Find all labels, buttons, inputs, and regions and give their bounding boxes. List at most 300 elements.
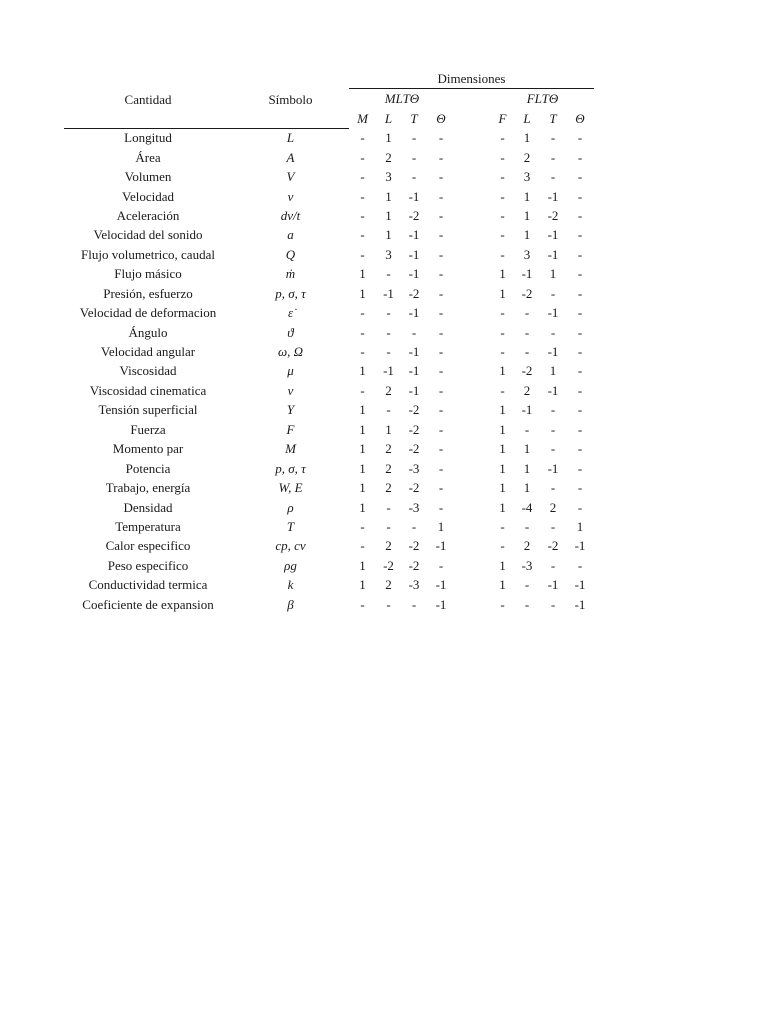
mlt-exponent-cell: - bbox=[386, 266, 391, 282]
mlt-exponent-cell: - bbox=[360, 596, 365, 612]
flt-exponent-cell: - bbox=[500, 130, 505, 146]
mlt-exponent-cell: -1 bbox=[408, 266, 420, 282]
flt-exponent-cell: - bbox=[500, 305, 505, 321]
quantity-cell: Momento par bbox=[112, 441, 184, 457]
symbol-cell: T bbox=[286, 518, 295, 534]
mlt-exponent-cell: - bbox=[438, 421, 444, 437]
mlt-exponent-cell: - bbox=[360, 382, 365, 398]
column-gap bbox=[455, 245, 491, 264]
flt-exponent-cell: - bbox=[550, 557, 556, 573]
flt-exponent-cell: - bbox=[577, 169, 583, 185]
quantity-cell: Fuerza bbox=[130, 421, 166, 437]
quantity-cell: Volumen bbox=[124, 169, 172, 185]
symbol-cell: ρg bbox=[284, 557, 297, 573]
mlt-exponent-cell: - bbox=[360, 324, 365, 340]
flt-exponent-cell: - bbox=[577, 421, 583, 437]
col-header-flt-t: T bbox=[549, 110, 557, 126]
flt-exponent-cell: 1 bbox=[499, 421, 506, 437]
table-row bbox=[64, 245, 594, 264]
mlt-exponent-cell: -2 bbox=[408, 538, 420, 554]
flt-exponent-cell: - bbox=[577, 441, 583, 457]
flt-exponent-cell: - bbox=[500, 207, 505, 223]
flt-exponent-cell: -1 bbox=[547, 344, 559, 360]
flt-exponent-cell: -1 bbox=[547, 246, 559, 262]
column-gap bbox=[455, 420, 491, 439]
table-row bbox=[64, 362, 594, 381]
flt-exponent-cell: 1 bbox=[523, 480, 531, 496]
mlt-exponent-cell: 2 bbox=[385, 577, 392, 593]
quantity-cell: Velocidad bbox=[122, 188, 174, 204]
flt-exponent-cell: - bbox=[550, 402, 556, 418]
mlt-exponent-cell: 1 bbox=[359, 421, 366, 437]
flt-exponent-cell: - bbox=[577, 363, 583, 379]
quantity-cell: Calor especifico bbox=[105, 538, 191, 554]
mlt-exponent-cell: 3 bbox=[385, 246, 392, 262]
mlt-exponent-cell: - bbox=[411, 518, 417, 534]
flt-exponent-cell: 1 bbox=[549, 363, 557, 379]
symbol-cell: A bbox=[286, 149, 295, 165]
column-gap bbox=[455, 556, 491, 575]
mlt-exponent-cell: 2 bbox=[385, 441, 392, 457]
mlt-exponent-cell: 1 bbox=[359, 285, 366, 301]
flt-exponent-cell: 2 bbox=[523, 382, 531, 398]
mlt-exponent-cell: 1 bbox=[385, 130, 392, 146]
col-header-mlt-l: L bbox=[384, 110, 393, 126]
flt-exponent-cell: - bbox=[550, 596, 556, 612]
flt-exponent-cell: - bbox=[550, 324, 556, 340]
flt-exponent-cell: - bbox=[577, 480, 583, 496]
flt-exponent-cell: - bbox=[577, 344, 583, 360]
flt-exponent-cell: 1 bbox=[499, 460, 506, 476]
header-system-mlt: MLTΘ bbox=[384, 91, 420, 106]
mlt-exponent-cell: -1 bbox=[383, 285, 394, 301]
mlt-exponent-cell: 1 bbox=[359, 441, 366, 457]
mlt-exponent-cell: -2 bbox=[408, 421, 420, 437]
flt-exponent-cell: - bbox=[577, 382, 583, 398]
table-row bbox=[64, 265, 594, 284]
symbol-cell: Q bbox=[285, 246, 296, 262]
table-row bbox=[64, 556, 594, 575]
mlt-exponent-cell: -1 bbox=[383, 363, 394, 379]
flt-exponent-cell: -1 bbox=[547, 577, 559, 593]
flt-exponent-cell: - bbox=[550, 285, 556, 301]
flt-exponent-cell: - bbox=[500, 344, 505, 360]
flt-exponent-cell: 1 bbox=[549, 266, 557, 282]
mlt-exponent-cell: -1 bbox=[408, 305, 420, 321]
symbol-cell: M bbox=[285, 441, 296, 457]
mlt-exponent-cell: 1 bbox=[359, 557, 366, 573]
table-row bbox=[64, 323, 594, 342]
mlt-exponent-cell: 1 bbox=[385, 188, 392, 204]
flt-exponent-cell: -2 bbox=[521, 363, 533, 379]
mlt-exponent-cell: 1 bbox=[385, 227, 392, 243]
mlt-exponent-cell: 2 bbox=[385, 382, 392, 398]
symbol-cell: a bbox=[287, 227, 294, 243]
table-row bbox=[64, 440, 594, 459]
dimensions-table bbox=[64, 68, 594, 614]
flt-exponent-cell: - bbox=[550, 130, 556, 146]
flt-exponent-cell: 2 bbox=[523, 538, 531, 554]
flt-exponent-cell: - bbox=[500, 227, 505, 243]
mlt-exponent-cell: 1 bbox=[385, 421, 392, 437]
mlt-exponent-cell: -1 bbox=[408, 246, 420, 262]
flt-exponent-cell: - bbox=[577, 149, 583, 165]
column-gap bbox=[455, 401, 491, 420]
table-row bbox=[64, 478, 594, 497]
mlt-exponent-cell: -1 bbox=[435, 596, 447, 612]
flt-exponent-cell: - bbox=[550, 421, 556, 437]
symbol-cell: p, σ, τ bbox=[275, 460, 306, 476]
flt-exponent-cell: -1 bbox=[547, 305, 559, 321]
mlt-exponent-cell: - bbox=[386, 402, 391, 418]
mlt-exponent-cell: 2 bbox=[385, 460, 392, 476]
flt-exponent-cell: 1 bbox=[499, 402, 506, 418]
mlt-exponent-cell: 2 bbox=[385, 538, 392, 554]
flt-exponent-cell: - bbox=[500, 149, 505, 165]
flt-exponent-cell: - bbox=[577, 130, 583, 146]
flt-exponent-cell: - bbox=[550, 169, 556, 185]
mlt-exponent-cell: - bbox=[386, 305, 391, 321]
symbol-cell: W, E bbox=[278, 480, 303, 496]
mlt-exponent-cell: -2 bbox=[408, 207, 420, 223]
flt-exponent-cell: - bbox=[524, 421, 530, 437]
mlt-exponent-cell: - bbox=[360, 169, 365, 185]
column-gap bbox=[455, 498, 491, 517]
mlt-exponent-cell: - bbox=[411, 596, 417, 612]
mlt-exponent-cell: -1 bbox=[408, 227, 420, 243]
header-system-flt: FLTΘ bbox=[526, 91, 559, 106]
symbol-cell: ϑ bbox=[287, 324, 294, 340]
table-row bbox=[64, 303, 594, 322]
column-gap bbox=[455, 440, 491, 459]
column-gap bbox=[455, 303, 491, 322]
mlt-exponent-cell: - bbox=[438, 382, 444, 398]
quantity-cell: Temperatura bbox=[115, 518, 181, 534]
flt-exponent-cell: -1 bbox=[574, 538, 586, 554]
quantity-cell: Aceleración bbox=[116, 207, 180, 223]
symbol-cell: v bbox=[287, 188, 294, 204]
flt-exponent-cell: -1 bbox=[547, 460, 559, 476]
mlt-exponent-cell: - bbox=[411, 324, 417, 340]
flt-exponent-cell: 1 bbox=[523, 441, 531, 457]
table-row bbox=[64, 342, 594, 361]
flt-exponent-cell: 1 bbox=[576, 518, 584, 534]
col-header-mlt-t: T bbox=[410, 110, 418, 126]
flt-exponent-cell: -1 bbox=[547, 382, 559, 398]
symbol-cell: dv/t bbox=[280, 207, 301, 223]
flt-exponent-cell: - bbox=[524, 344, 530, 360]
mlt-exponent-cell: - bbox=[386, 596, 391, 612]
column-gap bbox=[455, 342, 491, 361]
mlt-exponent-cell: - bbox=[438, 169, 444, 185]
mlt-exponent-cell: - bbox=[360, 518, 365, 534]
mlt-exponent-cell: 1 bbox=[359, 266, 366, 282]
quantity-cell: Trabajo, energía bbox=[105, 480, 191, 496]
flt-exponent-cell: - bbox=[550, 480, 556, 496]
quantity-cell: Presión, esfuerzo bbox=[103, 285, 193, 301]
col-header-flt-l: L bbox=[523, 110, 531, 126]
column-gap bbox=[455, 187, 491, 206]
symbol-cell: cp, cv bbox=[275, 538, 306, 554]
mlt-exponent-cell: 2 bbox=[385, 149, 392, 165]
flt-exponent-cell: 1 bbox=[523, 130, 531, 146]
column-gap bbox=[455, 226, 491, 245]
mlt-exponent-cell: - bbox=[360, 149, 365, 165]
mlt-exponent-cell: -1 bbox=[408, 344, 420, 360]
table-row bbox=[64, 459, 594, 478]
flt-exponent-cell: - bbox=[500, 324, 505, 340]
table-row bbox=[64, 401, 594, 420]
quantity-cell: Coeficiente de expansion bbox=[82, 596, 214, 612]
mlt-exponent-cell: - bbox=[438, 285, 444, 301]
column-gap bbox=[455, 206, 491, 225]
flt-exponent-cell: - bbox=[577, 324, 583, 340]
mlt-exponent-cell: -2 bbox=[408, 557, 420, 573]
flt-exponent-cell: 1 bbox=[499, 557, 506, 573]
flt-exponent-cell: 1 bbox=[523, 227, 531, 243]
quantity-cell: Peso especifico bbox=[107, 557, 189, 573]
flt-exponent-cell: 1 bbox=[523, 460, 531, 476]
mlt-exponent-cell: - bbox=[360, 246, 365, 262]
mlt-exponent-cell: - bbox=[438, 499, 444, 515]
quantity-cell: Densidad bbox=[123, 499, 173, 515]
mlt-exponent-cell: 1 bbox=[385, 207, 392, 223]
column-gap bbox=[455, 148, 491, 167]
table-row bbox=[64, 167, 594, 186]
flt-exponent-cell: 2 bbox=[549, 499, 557, 515]
symbol-cell: F bbox=[286, 421, 295, 437]
quantity-cell: Longitud bbox=[124, 130, 172, 146]
mlt-exponent-cell: -1 bbox=[435, 577, 447, 593]
mlt-exponent-cell: -1 bbox=[408, 363, 420, 379]
mlt-exponent-cell: - bbox=[438, 266, 444, 282]
quantity-cell: Flujo másico bbox=[114, 266, 182, 282]
column-gap bbox=[455, 323, 491, 342]
flt-exponent-cell: - bbox=[500, 169, 505, 185]
column-gap bbox=[455, 478, 491, 497]
symbol-cell: p, σ, τ bbox=[275, 285, 306, 301]
mlt-exponent-cell: - bbox=[438, 557, 444, 573]
flt-exponent-cell: 3 bbox=[523, 169, 531, 185]
symbol-cell: ω, Ω bbox=[277, 344, 304, 360]
mlt-exponent-cell: 1 bbox=[359, 460, 366, 476]
quantity-cell: Tensión superficial bbox=[98, 402, 198, 418]
mlt-exponent-cell: - bbox=[360, 344, 365, 360]
quantity-cell: Viscosidad bbox=[119, 363, 177, 379]
flt-exponent-cell: - bbox=[550, 441, 556, 457]
column-gap bbox=[455, 362, 491, 381]
flt-exponent-cell: -3 bbox=[521, 557, 533, 573]
mlt-exponent-cell: - bbox=[438, 305, 444, 321]
header-simbolo: Símbolo bbox=[268, 92, 313, 107]
flt-exponent-cell: -1 bbox=[547, 188, 559, 204]
symbol-cell: Υ bbox=[286, 402, 295, 418]
flt-exponent-cell: - bbox=[577, 285, 583, 301]
flt-exponent-cell: - bbox=[524, 518, 530, 534]
mlt-exponent-cell: -2 bbox=[383, 557, 394, 573]
mlt-exponent-cell: - bbox=[438, 246, 444, 262]
table-body bbox=[64, 129, 594, 615]
symbol-cell: L bbox=[286, 130, 295, 146]
flt-exponent-cell: - bbox=[500, 188, 505, 204]
flt-exponent-cell: - bbox=[500, 596, 505, 612]
mlt-exponent-cell: 1 bbox=[359, 480, 366, 496]
mlt-exponent-cell: - bbox=[438, 130, 444, 146]
column-gap bbox=[455, 537, 491, 556]
flt-exponent-cell: - bbox=[577, 402, 583, 418]
flt-exponent-cell: 1 bbox=[499, 480, 506, 496]
mlt-exponent-cell: -1 bbox=[435, 538, 447, 554]
flt-exponent-cell: - bbox=[550, 518, 556, 534]
quantity-cell: Viscosidad cinematica bbox=[89, 382, 207, 398]
flt-exponent-cell: -1 bbox=[521, 402, 533, 418]
mlt-exponent-cell: 2 bbox=[385, 480, 392, 496]
symbol-cell: k bbox=[287, 577, 294, 593]
flt-exponent-cell: - bbox=[577, 266, 583, 282]
flt-exponent-cell: - bbox=[500, 518, 505, 534]
column-gap bbox=[455, 459, 491, 478]
mlt-exponent-cell: - bbox=[411, 149, 417, 165]
quantity-cell: Ángulo bbox=[128, 324, 168, 340]
mlt-exponent-cell: -3 bbox=[408, 499, 420, 515]
mlt-exponent-cell: - bbox=[438, 344, 444, 360]
mlt-exponent-cell: 3 bbox=[385, 169, 392, 185]
flt-exponent-cell: 1 bbox=[499, 499, 506, 515]
flt-exponent-cell: -4 bbox=[521, 499, 533, 515]
flt-exponent-cell: - bbox=[577, 305, 583, 321]
mlt-exponent-cell: - bbox=[438, 363, 444, 379]
flt-exponent-cell: - bbox=[524, 577, 530, 593]
mlt-exponent-cell: - bbox=[386, 499, 391, 515]
flt-exponent-cell: - bbox=[500, 246, 505, 262]
mlt-exponent-cell: - bbox=[438, 480, 444, 496]
mlt-exponent-cell: - bbox=[438, 324, 444, 340]
flt-exponent-cell: 1 bbox=[499, 577, 506, 593]
mlt-exponent-cell: - bbox=[438, 188, 444, 204]
column-gap bbox=[455, 129, 491, 148]
mlt-exponent-cell: - bbox=[438, 441, 444, 457]
mlt-exponent-cell: - bbox=[386, 324, 391, 340]
column-gap bbox=[455, 381, 491, 400]
symbol-cell: ρ bbox=[287, 499, 294, 515]
flt-exponent-cell: 1 bbox=[523, 207, 531, 223]
col-header-mlt-m: M bbox=[357, 110, 368, 126]
mlt-exponent-cell: - bbox=[411, 169, 417, 185]
quantity-cell: Velocidad del sonido bbox=[93, 227, 203, 243]
mlt-exponent-cell: - bbox=[438, 227, 444, 243]
quantity-cell: Flujo volumetrico, caudal bbox=[81, 246, 215, 262]
symbol-cell: ṁ bbox=[285, 266, 296, 282]
mlt-exponent-cell: -3 bbox=[408, 577, 420, 593]
mlt-exponent-cell: - bbox=[360, 227, 365, 243]
quantity-cell: Área bbox=[135, 149, 161, 165]
flt-exponent-cell: -1 bbox=[521, 266, 533, 282]
table-row bbox=[64, 595, 594, 614]
table-row bbox=[64, 148, 594, 167]
flt-exponent-cell: -2 bbox=[521, 285, 533, 301]
mlt-exponent-cell: 1 bbox=[359, 577, 366, 593]
header-dimensiones: Dimensiones bbox=[349, 68, 594, 89]
flt-exponent-cell: - bbox=[500, 538, 505, 554]
symbol-cell: β bbox=[287, 596, 294, 612]
table-row bbox=[64, 537, 594, 556]
header-cantidad: Cantidad bbox=[124, 92, 172, 107]
mlt-exponent-cell: -1 bbox=[408, 382, 420, 398]
flt-exponent-cell: - bbox=[577, 557, 583, 573]
symbol-cell: μ bbox=[287, 363, 294, 379]
mlt-exponent-cell: - bbox=[360, 305, 365, 321]
symbol-cell: V bbox=[286, 169, 295, 185]
mlt-exponent-cell: - bbox=[438, 207, 444, 223]
mlt-exponent-cell: 1 bbox=[359, 499, 366, 515]
col-header-mlt-theta: Θ bbox=[436, 110, 446, 126]
mlt-exponent-cell: - bbox=[438, 149, 444, 165]
mlt-exponent-cell: 1 bbox=[359, 402, 366, 418]
flt-exponent-cell: - bbox=[577, 207, 583, 223]
flt-exponent-cell: - bbox=[577, 227, 583, 243]
mlt-exponent-cell: - bbox=[360, 207, 365, 223]
flt-exponent-cell: - bbox=[524, 596, 530, 612]
mlt-exponent-cell: -2 bbox=[408, 285, 420, 301]
flt-exponent-cell: 1 bbox=[499, 363, 506, 379]
mlt-exponent-cell: -2 bbox=[408, 402, 420, 418]
flt-exponent-cell: - bbox=[524, 305, 530, 321]
flt-exponent-cell: -1 bbox=[574, 596, 586, 612]
column-gap bbox=[455, 576, 491, 595]
mlt-exponent-cell: - bbox=[360, 130, 365, 146]
table-row bbox=[64, 206, 594, 225]
mlt-exponent-cell: - bbox=[360, 538, 365, 554]
symbol-cell: ε̇ bbox=[287, 305, 294, 321]
mlt-exponent-cell: - bbox=[360, 188, 365, 204]
column-gap bbox=[455, 167, 491, 186]
flt-exponent-cell: 1 bbox=[499, 441, 506, 457]
flt-exponent-cell: 1 bbox=[523, 188, 531, 204]
table-row bbox=[64, 187, 594, 206]
mlt-exponent-cell: - bbox=[386, 344, 391, 360]
mlt-exponent-cell: - bbox=[438, 402, 444, 418]
flt-exponent-cell: - bbox=[550, 149, 556, 165]
table-row bbox=[64, 284, 594, 303]
flt-exponent-cell: - bbox=[577, 499, 583, 515]
mlt-exponent-cell: - bbox=[411, 130, 417, 146]
flt-exponent-cell: - bbox=[500, 382, 505, 398]
quantity-cell: Velocidad angular bbox=[100, 344, 196, 360]
table-row bbox=[64, 498, 594, 517]
quantity-cell: Potencia bbox=[125, 460, 171, 476]
mlt-exponent-cell: - bbox=[386, 518, 391, 534]
col-header-flt-f: F bbox=[498, 110, 507, 126]
col-header-flt-theta: Θ bbox=[575, 110, 585, 126]
flt-exponent-cell: -2 bbox=[547, 538, 559, 554]
mlt-exponent-cell: 1 bbox=[359, 363, 366, 379]
flt-exponent-cell: 2 bbox=[523, 149, 531, 165]
symbol-cell: ν bbox=[287, 382, 294, 398]
table-row bbox=[64, 576, 594, 595]
flt-exponent-cell: -2 bbox=[547, 207, 559, 223]
column-gap bbox=[455, 284, 491, 303]
table-row bbox=[64, 381, 594, 400]
quantity-cell: Velocidad de deformacion bbox=[79, 305, 217, 321]
column-gap bbox=[455, 595, 491, 614]
flt-exponent-cell: - bbox=[524, 324, 530, 340]
flt-exponent-cell: -1 bbox=[574, 577, 586, 593]
column-gap bbox=[455, 265, 491, 284]
mlt-exponent-cell: -2 bbox=[408, 480, 420, 496]
table-row bbox=[64, 517, 594, 536]
mlt-exponent-cell: -2 bbox=[408, 441, 420, 457]
flt-exponent-cell: 1 bbox=[499, 285, 506, 301]
